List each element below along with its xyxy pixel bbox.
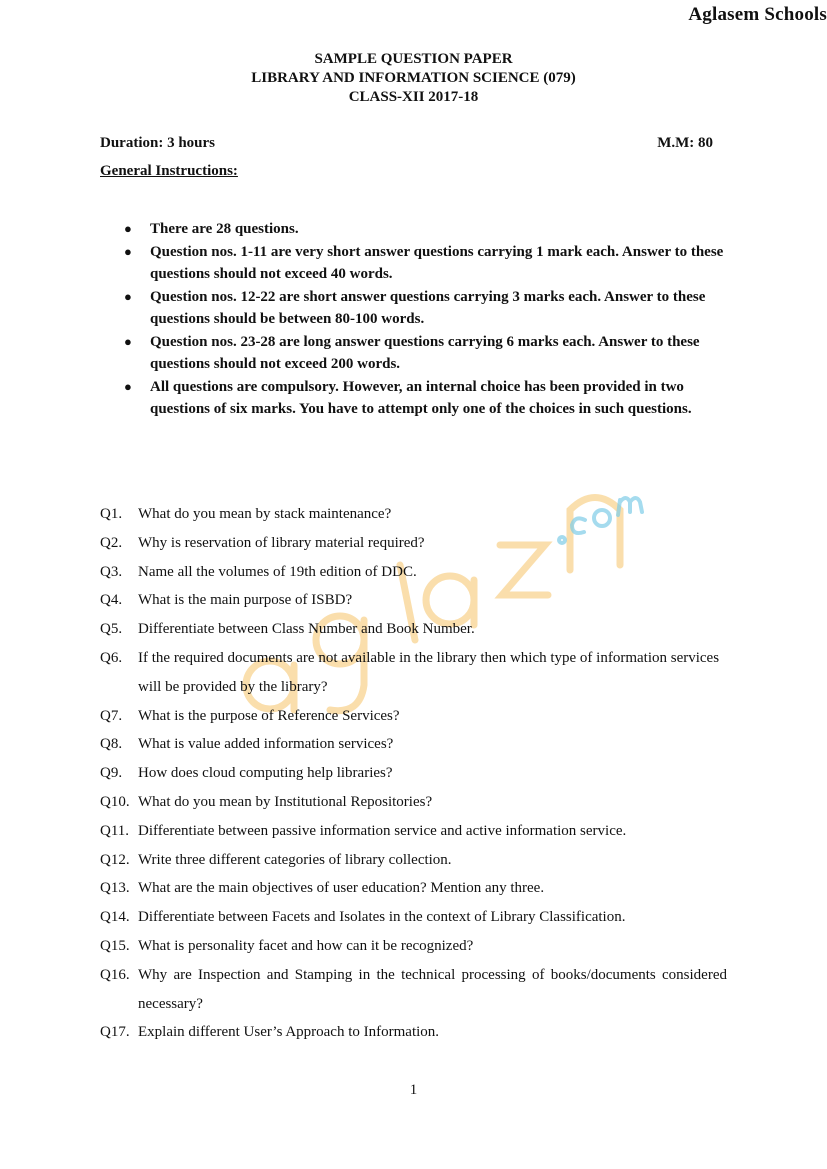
question-item <box>100 759 727 788</box>
question-item <box>100 730 727 759</box>
question-number: Q16. <box>100 966 130 983</box>
instruction-item: ● Question nos. 1-11 are very short answer questions carrying 1 mark each. Answer to these questions should not exceed 40 words. <box>124 241 724 286</box>
question-text: Why are Inspection and Stamping in the technical processing of books/documents considered necessary? <box>138 966 727 1012</box>
instruction-item: ● There are 28 questions. <box>124 218 724 241</box>
question-number: Q17. <box>100 1024 130 1041</box>
question-item <box>100 702 727 731</box>
question-text: Differentiate between Facets and Isolates in the context of Library Classification. <box>138 909 626 926</box>
question-text: What do you mean by Institutional Repositories? <box>138 793 433 810</box>
question-number: Q8. <box>100 736 123 753</box>
question-text: Differentiate between passive information service and active information service. <box>138 822 627 839</box>
question-text: What is personality facet and how can it be recognized? <box>138 937 474 954</box>
question-text: How does cloud computing help libraries? <box>138 765 393 782</box>
question-item <box>100 874 727 903</box>
question-text: Differentiate between Class Number and Book Number. <box>138 621 475 638</box>
question-item <box>100 961 727 1019</box>
question-number: Q11. <box>100 822 130 839</box>
question-text: Why is reservation of library material required? <box>138 534 425 551</box>
bullet-icon: ● <box>124 243 132 259</box>
question-item <box>100 903 727 932</box>
question-number: Q15. <box>100 937 130 954</box>
question-item <box>100 932 727 961</box>
instructions-list <box>124 218 724 421</box>
question-item <box>100 788 727 817</box>
question-number: Q6. <box>100 649 123 666</box>
question-text: What is value added information services? <box>138 736 394 753</box>
question-number: Q4. <box>100 592 123 609</box>
bullet-icon: ● <box>124 221 132 236</box>
instructions-title: General Instructions: <box>100 163 238 179</box>
question-item <box>100 817 727 846</box>
question-text: Name all the volumes of 19th edition of DDC. <box>138 563 417 580</box>
question-text: What is the purpose of Reference Services? <box>138 707 400 724</box>
question-item <box>100 846 727 875</box>
question-number: Q2. <box>100 534 123 551</box>
question-item <box>100 558 727 587</box>
question-text: Explain different User’s Approach to Information. <box>138 1024 440 1041</box>
instruction-item: ● Question nos. 12-22 are short answer questions carrying 3 marks each. Answer to these questions should be between 80-100 words. <box>124 286 724 331</box>
instruction-item: ● Question nos. 23-28 are long answer questions carrying 6 marks each. Answer to these questions should not exceed 200 words. <box>124 331 724 376</box>
instruction-item: ● All questions are compulsory. However, an internal choice has been provided in two questions of six marks. You have to attempt only one of the choices in such questions. <box>124 376 724 421</box>
header-line-2: LIBRARY AND INFORMATION SCIENCE (079) <box>251 70 576 86</box>
question-number: Q1. <box>100 506 123 522</box>
questions-list <box>100 500 727 1047</box>
question-text: What do you mean by stack maintenance? <box>138 506 392 522</box>
bullet-icon: ● <box>124 333 132 349</box>
bullet-icon: ● <box>124 378 132 394</box>
header-line-1: SAMPLE QUESTION PAPER <box>314 51 513 67</box>
question-item <box>100 644 727 702</box>
duration-text: Duration: 3 hours <box>100 135 216 151</box>
question-text: If the required documents are not available in the library then which type of information services will be provided by the library? <box>138 649 720 695</box>
question-text: Write three different categories of library collection. <box>138 851 452 868</box>
question-number: Q3. <box>100 563 123 580</box>
question-number: Q9. <box>100 765 123 782</box>
question-number: Q13. <box>100 880 130 897</box>
header-line-3: CLASS-XII 2017-18 <box>348 89 479 105</box>
question-number: Q5. <box>100 621 123 638</box>
max-marks-text: M.M: 80 <box>657 135 713 151</box>
question-number: Q12. <box>100 851 130 868</box>
exam-meta <box>100 135 713 152</box>
question-text: What is the main purpose of ISBD? <box>138 592 353 609</box>
page-number: 1 <box>409 1082 418 1098</box>
question-item <box>100 1018 727 1047</box>
question-item <box>100 615 727 644</box>
question-number: Q14. <box>100 909 130 926</box>
question-number: Q10. <box>100 793 130 810</box>
question-text: What are the main objectives of user education? Mention any three. <box>138 880 545 897</box>
paper-header <box>0 50 827 107</box>
brand-name: Aglasem Schools <box>688 4 827 25</box>
question-item <box>100 529 727 558</box>
question-item <box>100 586 727 615</box>
question-number: Q7. <box>100 707 123 724</box>
question-item <box>100 500 727 529</box>
bullet-icon: ● <box>124 288 132 304</box>
